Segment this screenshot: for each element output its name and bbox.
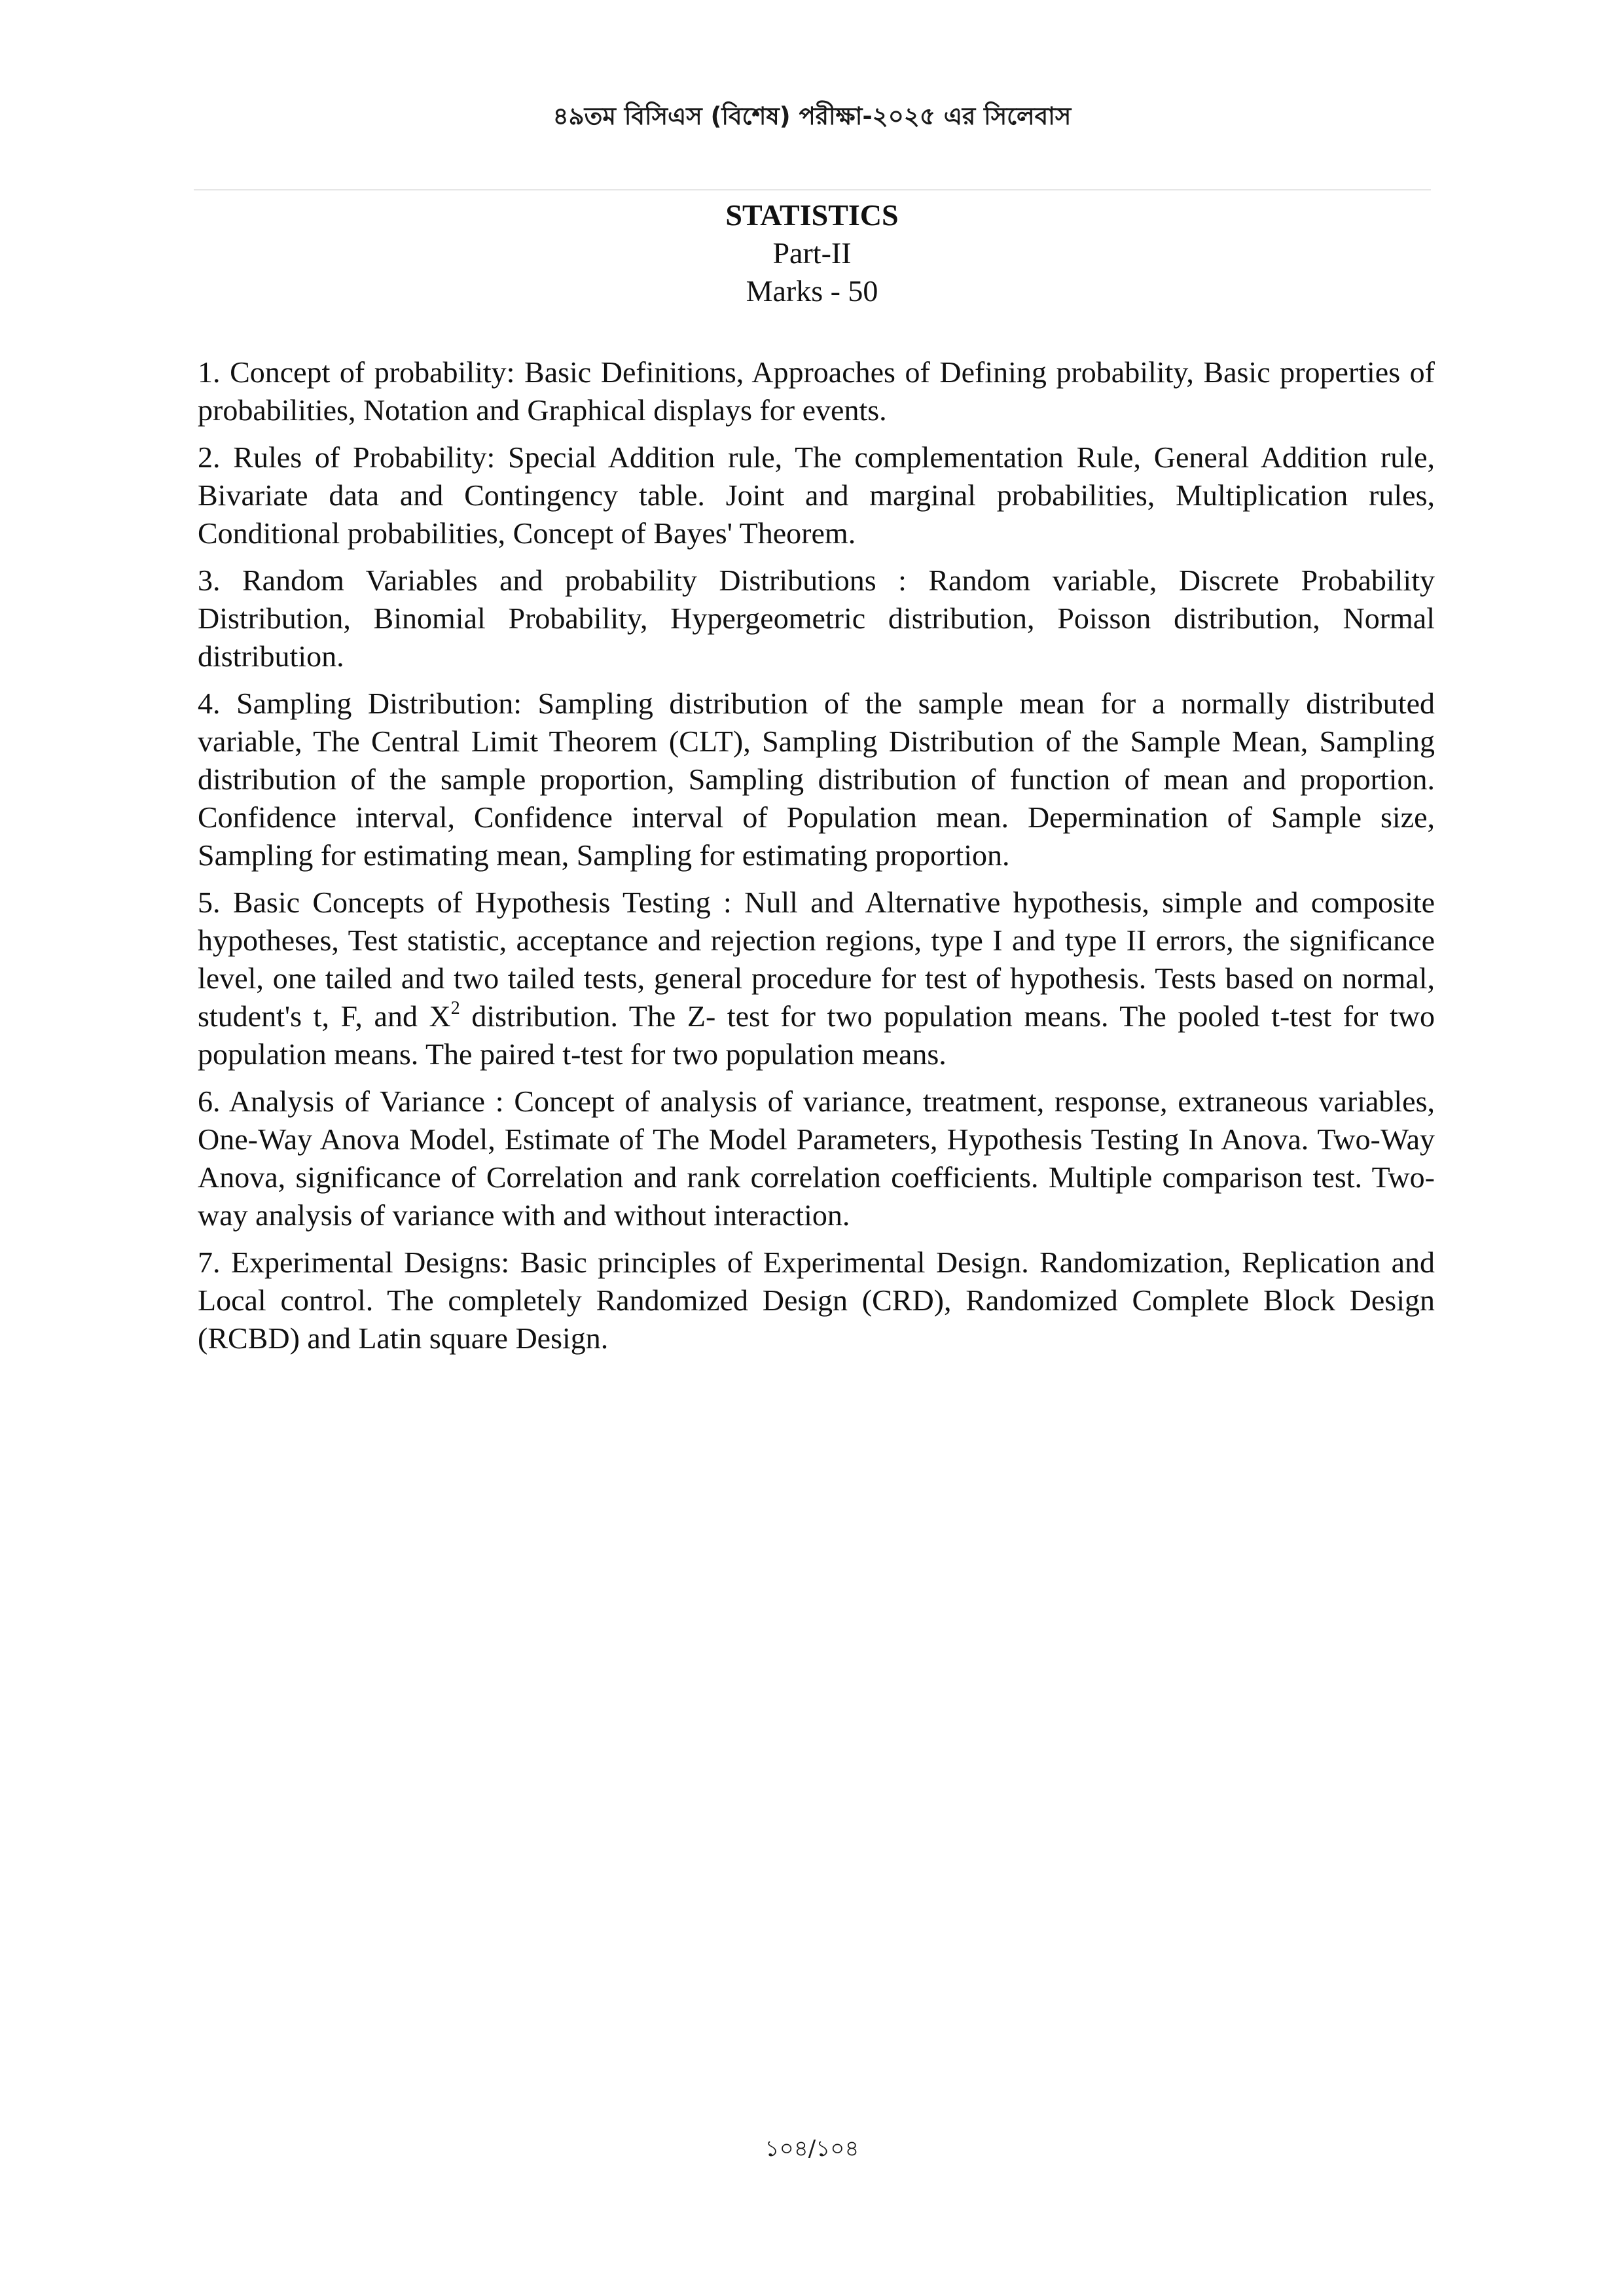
- chi-square-superscript: 2: [450, 998, 460, 1018]
- topic-experimental-designs: 7. Experimental Designs: Basic principles of Experimental Design. Randomization, Replication and Local control. The completely Randomized Design (CRD), Randomized Complete Block Design (RCBD) and Latin square Design.: [198, 1246, 1435, 1355]
- topic-analysis-of-variance: 6. Analysis of Variance : Concept of analysis of variance, treatment, response, extraneous variables, One-Way Anova Model, Estimate of The Model Parameters, Hypothesis Testing In Anova. Two-Way Anova, significance of Correlation and rank correlation coefficients. Multiple comparison test. Two-way analysis of variance with and without interaction.: [198, 1085, 1435, 1232]
- topic-sampling-distribution: 4. Sampling Distribution: Sampling distribution of the sample mean for a normally distributed variable, The Central Limit Theorem (CLT), Sampling Distribution of the Sample Mean, Sampling distribution of the sample proportion, Sampling distribution of function of mean and proportion. Confidence interval, Confidence interval of Population mean. Depermination of Sample size, Sampling for estimating mean, Sampling for estimating proportion.: [198, 687, 1435, 872]
- subject-title: STATISTICS: [725, 198, 899, 232]
- part-label: Part-II: [772, 236, 852, 270]
- marks-label: Marks - 50: [746, 274, 878, 308]
- header-divider: [194, 189, 1431, 190]
- topic-hypothesis-text-start: 5. Basic Concepts of Hypothesis Testing : Null and Alternative hypothesis, simple and composite hypotheses, Test statistic, acceptance and rejection regions, type I and type II errors, the significance level, one tailed and two tailed tests, general procedure for test of hypothesis. Tests based on normal, student's t, F, and X: [198, 886, 1435, 1033]
- title-block: [0, 196, 1624, 310]
- topic-probability-concept: 1. Concept of probability: Basic Definitions, Approaches of Defining probability, Basic properties of probabilities, Notation and Graphical displays for events.: [198, 355, 1435, 427]
- syllabus-content: [198, 353, 1435, 1367]
- topic-hypothesis-testing: [198, 884, 1435, 1073]
- page-header: ৪৯তম বিসিএস (বিশেষ) পরীক্ষা-২০২৫ এর সিলেবাস: [552, 102, 1072, 130]
- topic-random-variables: 3. Random Variables and probability Distributions : Random variable, Discrete Probability Distribution, Binomial Probability, Hypergeometric distribution, Poisson distribution, Normal distribution.: [198, 564, 1435, 673]
- page-number: ১০৪/১০৪: [765, 2136, 859, 2162]
- topic-probability-rules: 2. Rules of Probability: Special Addition rule, The complementation Rule, General Addition rule, Bivariate data and Contingency table. Joint and marginal probabilities, Multiplication rules, Conditional probabilities, Concept of Bayes' Theorem.: [198, 440, 1435, 550]
- topic-hypothesis-text-end: distribution. The Z- test for two population means. The pooled t-test for two population means. The paired t-test for two population means.: [198, 999, 1435, 1071]
